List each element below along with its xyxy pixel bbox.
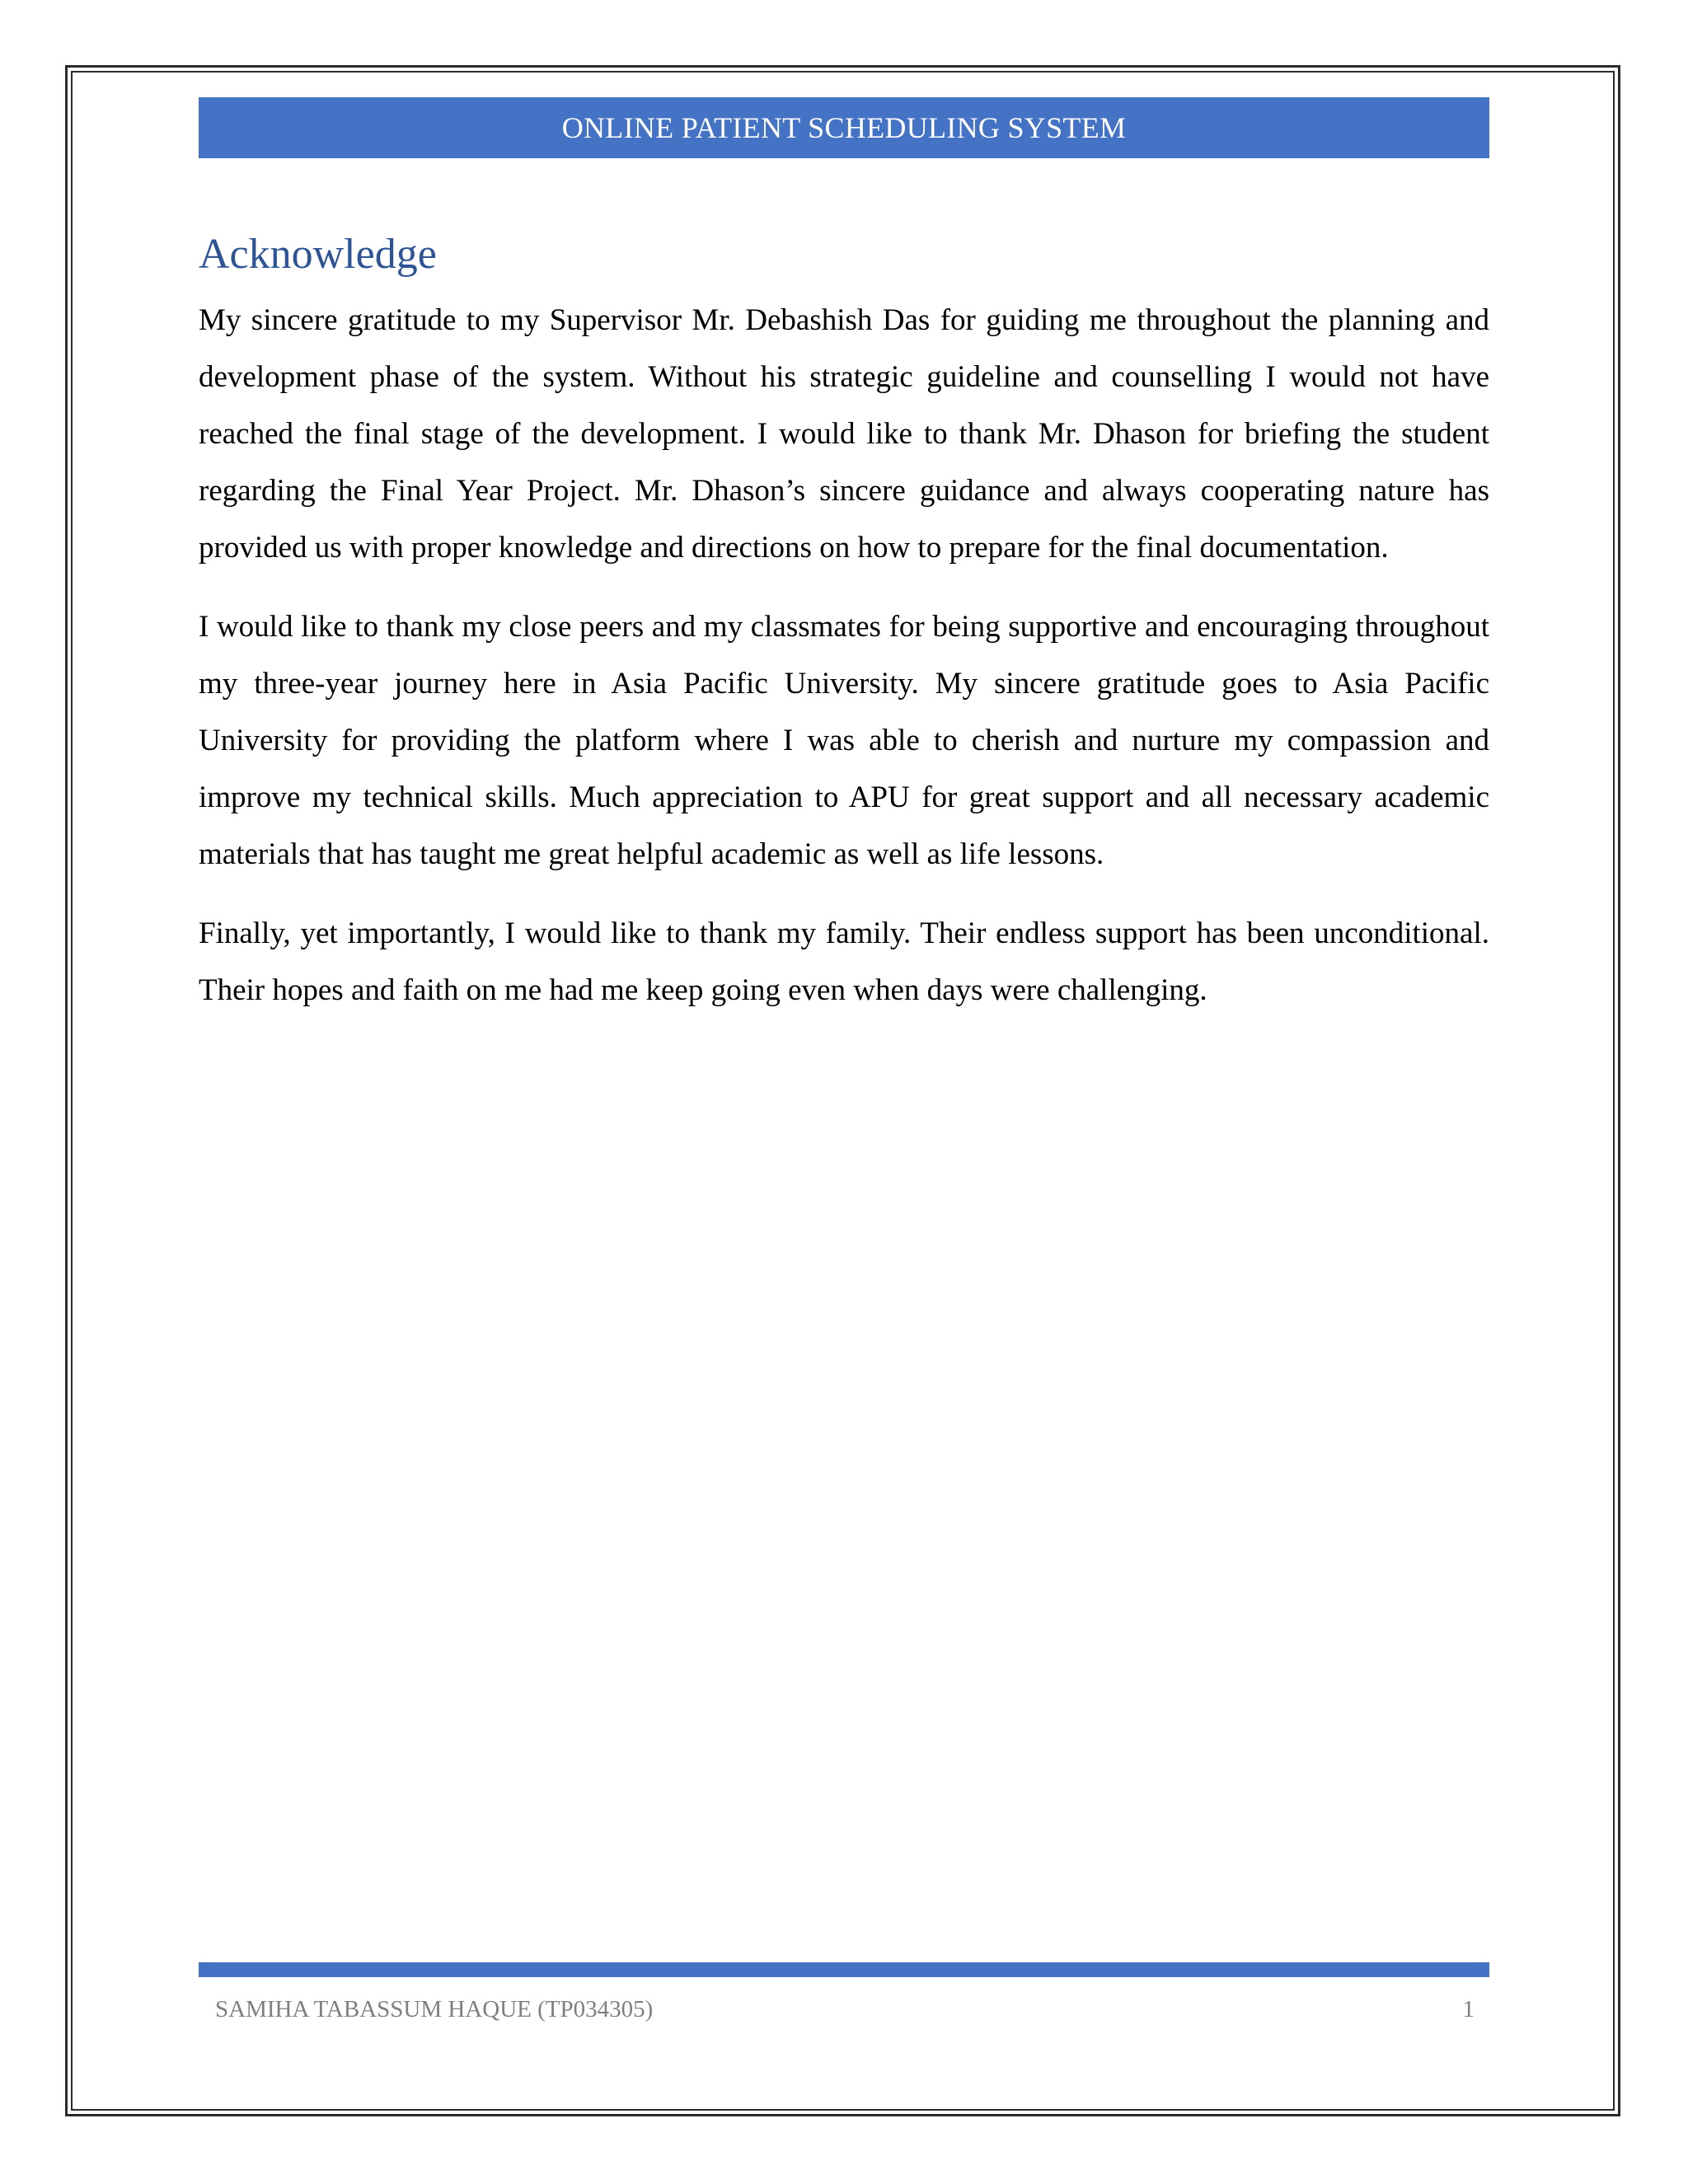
document-content bbox=[199, 229, 1489, 1041]
paragraph-supervisor: My sincere gratitude to my Supervisor Mr. Debashish Das for guiding me throughout the planning and development phase of the system. Without his strategic guideline and counselling I would not have reached the final stage of the development. I would like to thank Mr. Dhason for briefing the student regarding the Final Year Project. Mr. Dhason’s sincere guidance and always cooperating nature has provided us with proper knowledge and directions on how to prepare for the final documentation. bbox=[199, 303, 1489, 565]
header-band bbox=[199, 97, 1489, 158]
section-heading: Acknowledge bbox=[199, 231, 437, 278]
paragraph-family: Finally, yet importantly, I would like to thank my family. Their endless support has been unconditional. Their hopes and faith on me had me keep going even when days were challenging. bbox=[199, 916, 1489, 1008]
paragraph-peers: I would like to thank my close peers and my classmates for being supportive and encouraging throughout my three-year journey here in Asia Pacific University. My sincere gratitude goes to Asia Pacific University for providing the platform where I was able to cherish and nurture my compassion and improve my technical skills. Much appreciation to APU for great support and all necessary academic materials that has taught me great helpful academic as well as life lessons. bbox=[199, 610, 1489, 872]
footer-page-number: 1 bbox=[1462, 1996, 1475, 2022]
footer-bar bbox=[199, 1962, 1489, 1977]
document-header-title: ONLINE PATIENT SCHEDULING SYSTEM bbox=[561, 111, 1127, 144]
footer-author: SAMIHA TABASSUM HAQUE (TP034305) bbox=[215, 1996, 654, 2022]
